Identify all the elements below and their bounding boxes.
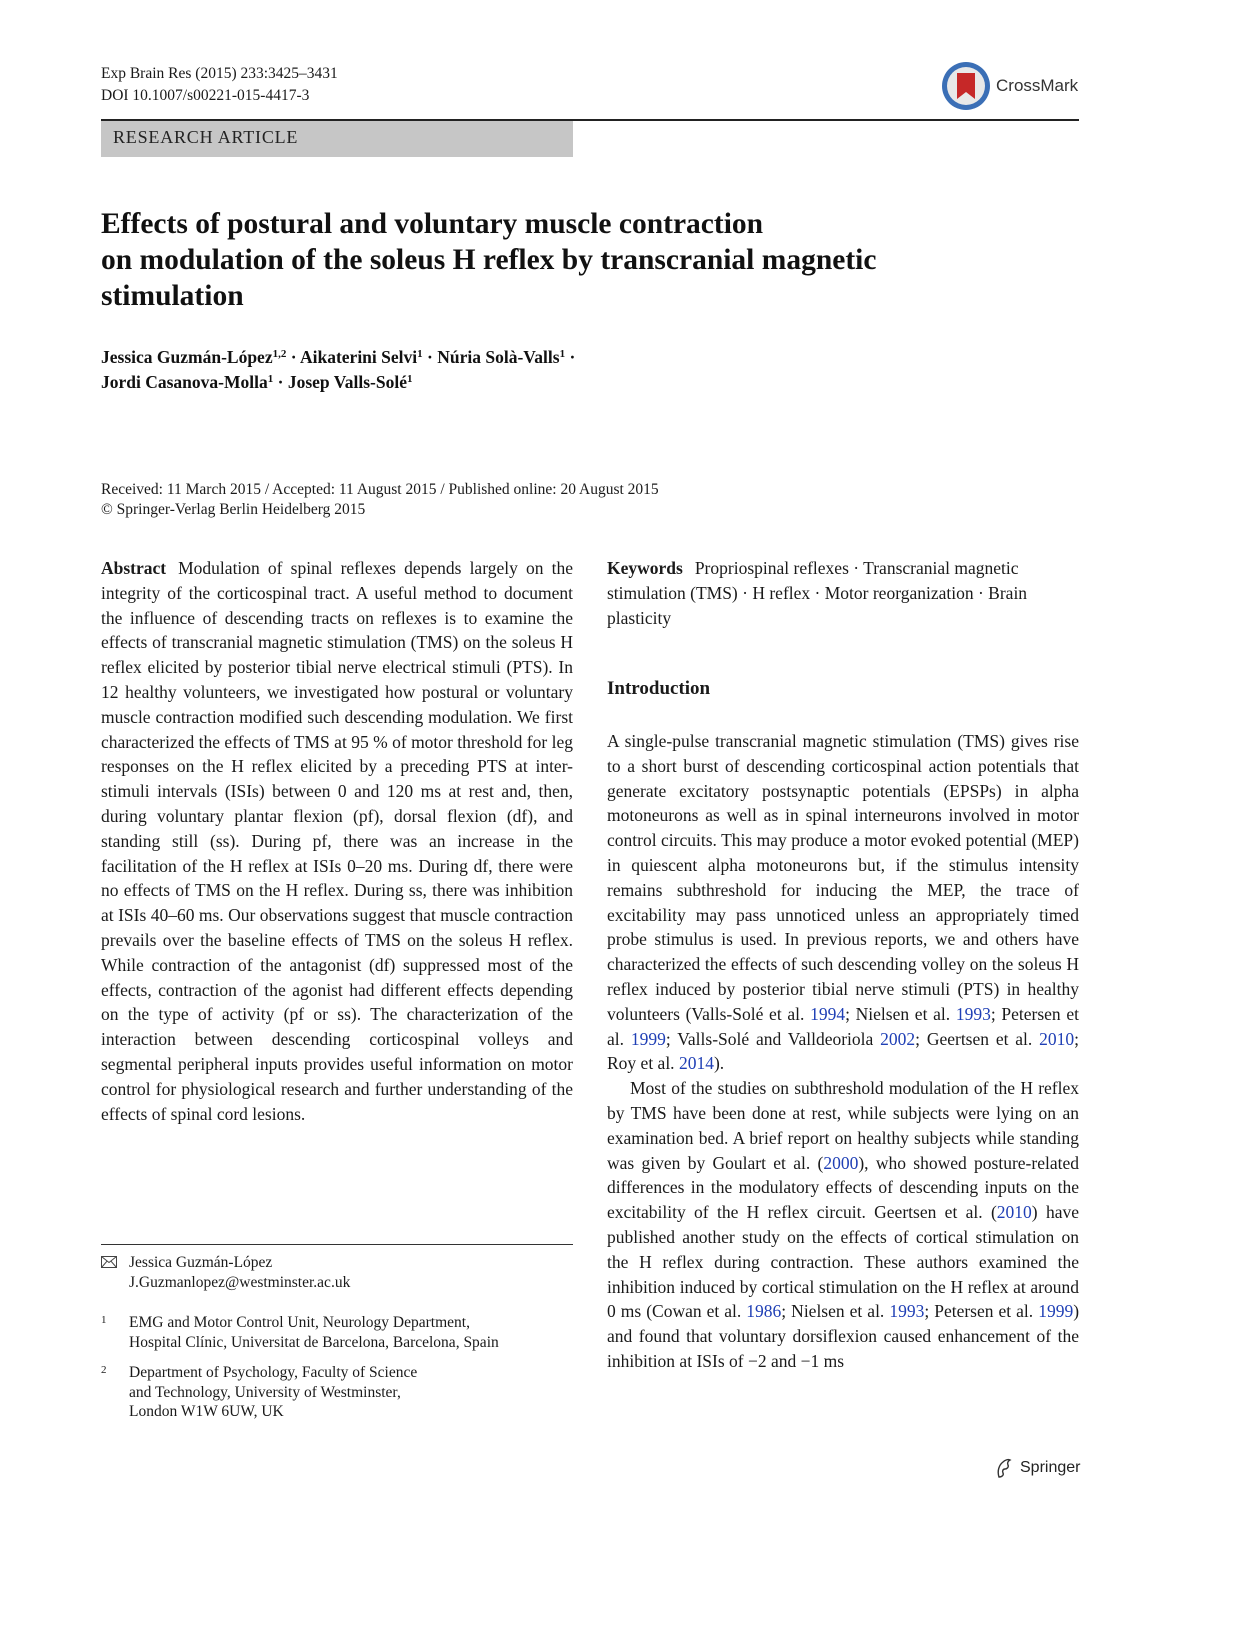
- intro-paragraph-1: [607, 729, 1079, 1076]
- author-affiliation: 1: [417, 348, 423, 360]
- citation-text: ; Valls-Solé and Valldeoriola: [665, 1028, 881, 1049]
- citation-link[interactable]: 1986: [746, 1301, 782, 1322]
- author-name[interactable]: Núria Solà-Valls: [437, 347, 560, 367]
- abstract-section: [101, 556, 573, 1126]
- author-affiliation: 1,2: [272, 348, 287, 360]
- affiliation-line: London W1W 6UW, UK: [129, 1403, 284, 1420]
- citation-link[interactable]: 2010: [1039, 1028, 1075, 1049]
- citation-text: ; Nielsen et al.: [845, 1003, 956, 1024]
- introduction-heading: Introduction: [607, 678, 711, 699]
- footnote-rule: [101, 1244, 573, 1245]
- author-separator: ·: [286, 347, 300, 367]
- keywords-text: Propriospinal reflexes · Transcranial magnetic stimulation (TMS) · H reflex · Motor reorganization · Brain plasticity: [607, 558, 1028, 628]
- paragraph-text: ) have published another study on the effects of cortical stimulation on the H reflex during contraction. These authors examined the inhibition induced by cortical stimulation on the H reflex at around 0 ms (Cowan et al.: [607, 1202, 1079, 1322]
- paragraph-text: Most of the studies on subthreshold modulation of the H reflex by TMS have been done at rest, while subjects were lying on an examination bed. A brief report on healthy subjects while standing was given by Goulart et al. (: [607, 1078, 1079, 1173]
- abstract-text: Modulation of spinal reflexes depends largely on the integrity of the corticospinal tract. A useful method to document the influence of descending tracts on reflexes is to examine the effects of transcranial magnetic stimulation (TMS) on the soleus H reflex elicited by posterior tibial nerve electrical stimuli (PTS). In 12 healthy volunteers, we investigated how postural or voluntary muscle contraction modified such descending modulation. We first characterized the effects of TMS at 95 % of motor threshold for leg responses on the H reflex elicited by a preceding PTS at inter-stimuli intervals (ISIs) between 0 and 120 ms at rest and, then, during voluntary plantar flexion (pf), dorsal flexion (df), and standing still (ss). During pf, there was an increase in the facilitation of the H reflex at ISIs 0–20 ms. During df, there were no effects of TMS on the H reflex. During ss, there was inhibition at ISIs 40–60 ms. Our observations suggest that muscle contraction prevails over the baseline effects of TMS on the soleus H reflex. While contraction of the antagonist (df) suppressed most of the effects, contraction of the agonist had different effects depending on the type of activity (pf or ss). The characterization of the interaction between descending corticospinal volleys and segmental peripheral inputs provides useful information on motor control for physiological research and further understanding of the effects of spinal cord lesions.: [101, 558, 573, 1124]
- title-line-2: on modulation of the soleus H reflex by transcranial magnetic: [101, 244, 877, 276]
- affiliation-number: 1: [101, 1314, 107, 1326]
- keywords-section: [607, 556, 1079, 630]
- citation-text: ).: [713, 1053, 725, 1074]
- author-affiliation: 1: [267, 373, 274, 385]
- publication-history: [101, 480, 659, 520]
- author-name[interactable]: Aikaterini Selvi: [299, 347, 418, 367]
- author-line-2: [101, 370, 1001, 395]
- contact-email[interactable]: J.Guzmanlopez@westminster.ac.uk: [129, 1273, 351, 1291]
- author-separator: ·: [422, 347, 438, 367]
- citation-link[interactable]: 1999: [630, 1028, 666, 1049]
- citation-link[interactable]: 1993: [955, 1003, 991, 1024]
- paragraph-text: ), who showed posture-related differences in the modulatory effects of descending inputs on the excitability of the H reflex circuit. Geertsen et al. (: [607, 1152, 1079, 1223]
- journal-line: Exp Brain Res (2015) 233:3425–3431: [101, 65, 338, 82]
- author-line-1: [101, 345, 1001, 370]
- crossmark-label: CrossMark: [996, 76, 1079, 95]
- paragraph-text: A single-pulse transcranial magnetic stimulation (TMS) gives rise to a short burst of descending corticospinal action potentials that generate excitatory postsynaptic potentials (EPSPs) in alpha motoneurons as well as in spinal interneurons involved in motor control circuits. This may produce a motor evoked potential (MEP) in quiescent alpha motoneurons but, if the stimulus intensity remains subthreshold for inducing the MEP, the trace of excitability may pass unnoticed unless an appropriately timed probe stimulus is used. In previous reports, we and others have characterized the effects of such descending volley on the soleus H reflex induced by posterior tibial nerve stimuli (PTS) in healthy volunteers (: [607, 731, 1079, 1024]
- publisher-logo: [994, 1457, 1080, 1479]
- citation-link[interactable]: 2010: [996, 1202, 1032, 1223]
- copyright-line: © Springer-Verlag Berlin Heidelberg 2015: [101, 501, 366, 518]
- intro-paragraph-2: [607, 1076, 1079, 1374]
- journal-citation: [101, 63, 338, 107]
- citation-link[interactable]: 1993: [889, 1301, 925, 1322]
- citation-text: ; Petersen et al.: [607, 1003, 1079, 1049]
- citation-link[interactable]: 1999: [1038, 1301, 1074, 1322]
- author-list: [101, 345, 1001, 395]
- citation-text: ; Geertsen et al.: [915, 1028, 1040, 1049]
- introduction-body: [607, 729, 1079, 1374]
- doi-line[interactable]: DOI 10.1007/s00221-015-4417-3: [101, 87, 310, 104]
- affiliation-line: EMG and Motor Control Unit, Neurology Department,: [129, 1314, 470, 1331]
- springer-horse-icon: [994, 1457, 1014, 1479]
- crossmark-icon: [940, 60, 992, 112]
- citation-link[interactable]: 2000: [823, 1152, 859, 1173]
- affiliation-2: [129, 1363, 417, 1422]
- affiliation-number: 2: [101, 1364, 107, 1376]
- title-line-3: stimulation: [101, 280, 244, 312]
- author-name[interactable]: Josep Valls-Solé: [287, 372, 407, 392]
- citation-text: Valls-Solé et al.: [691, 1003, 811, 1024]
- crossmark-badge[interactable]: [940, 58, 1078, 114]
- author-separator: ·: [273, 372, 288, 392]
- paragraph-text: ; Nielsen et al.: [781, 1301, 890, 1322]
- citation-link[interactable]: 1994: [810, 1003, 846, 1024]
- author-name[interactable]: Jordi Casanova-Molla: [101, 372, 268, 392]
- affiliation-line: Department of Psychology, Faculty of Science: [129, 1364, 418, 1381]
- contact-name: Jessica Guzmán-López: [129, 1254, 273, 1271]
- affiliation-line: and Technology, University of Westminster,: [129, 1383, 401, 1401]
- article-title: [101, 206, 1041, 314]
- affiliation-1: [129, 1313, 499, 1352]
- date-history: Received: 11 March 2015 / Accepted: 11 August 2015 / Published online: 20 August 2015: [101, 481, 659, 498]
- envelope-icon: [101, 1256, 117, 1268]
- author-affiliation: 1: [406, 373, 413, 385]
- paragraph-text: ; Petersen et al.: [924, 1301, 1039, 1322]
- keywords-label: Keywords: [607, 558, 683, 578]
- corresponding-author: [129, 1253, 350, 1292]
- publisher-name: Springer: [1020, 1459, 1081, 1476]
- affiliation-line: Hospital Clínic, Universitat de Barcelona, Barcelona, Spain: [129, 1333, 499, 1351]
- citation-text: ; Roy et al.: [607, 1028, 1079, 1074]
- citation-link[interactable]: 2014: [678, 1053, 714, 1074]
- abstract-label: Abstract: [101, 558, 167, 578]
- author-name[interactable]: Jessica Guzmán-López: [101, 347, 273, 367]
- author-affiliation: 1: [559, 348, 566, 360]
- citation-link[interactable]: 2002: [880, 1028, 916, 1049]
- title-line-1: Effects of postural and voluntary muscle contraction: [101, 208, 764, 240]
- article-type-banner: RESEARCH ARTICLE: [101, 121, 573, 157]
- author-separator: ·: [565, 347, 576, 367]
- paragraph-text: ) and found that voluntary dorsiflexion caused enhancement of the inhibition at ISIs of −2 and −1 ms: [607, 1301, 1080, 1371]
